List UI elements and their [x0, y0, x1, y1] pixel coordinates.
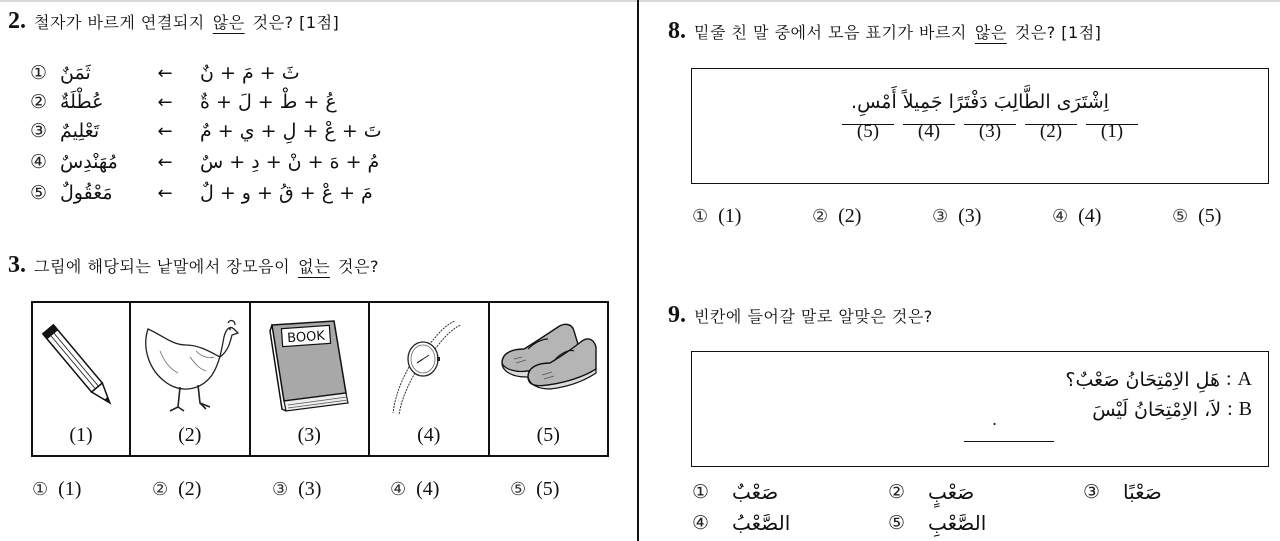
- question-emphasis: 않은: [974, 23, 1007, 42]
- picture-cell-4: [370, 303, 490, 455]
- arabic-word: مَعْقُولٌ: [60, 182, 113, 204]
- option-value: (5): [1198, 205, 1222, 227]
- option-number: ②: [152, 479, 169, 500]
- picture-label: (4): [417, 424, 441, 446]
- question-text-end: 것은? [1점]: [252, 13, 340, 32]
- dialogue-text: هَلِ الاِمْتِحَانُ صَعْبٌ؟: [1065, 368, 1220, 391]
- option-number: ③: [30, 120, 48, 142]
- question-number: 8.: [668, 18, 686, 44]
- choice-1[interactable]: [32, 478, 152, 501]
- arabic-word: تَعْلِيمٌ: [60, 120, 100, 142]
- dialogue-separator: :: [1227, 398, 1233, 420]
- underline-mark-2: (2): [1025, 121, 1077, 143]
- choice-5[interactable]: [888, 511, 986, 535]
- option-number: ②: [888, 481, 906, 503]
- chicken-icon: [140, 317, 240, 417]
- option-value: (4): [416, 478, 440, 500]
- question-number: 9.: [668, 302, 686, 328]
- choice-3[interactable]: [272, 478, 390, 501]
- option-number: ③: [272, 479, 289, 500]
- underline-mark-5: (5): [842, 121, 894, 143]
- answer-option-4[interactable]: [30, 149, 379, 175]
- option-value: الصَّعْبِ: [928, 511, 987, 535]
- option-number: ⑤: [510, 479, 527, 500]
- page-top-border: [0, 0, 1280, 2]
- choice-4[interactable]: [692, 511, 790, 535]
- speaker-label: B: [1238, 398, 1252, 420]
- option-number: ④: [692, 512, 710, 534]
- option-number: ②: [812, 206, 829, 227]
- picture-label: (2): [178, 424, 202, 446]
- choice-4[interactable]: [390, 478, 510, 501]
- answer-option-3[interactable]: [30, 118, 382, 144]
- option-number: ⑤: [1172, 206, 1189, 227]
- arabic-sentence: اِشْتَرَى الطَّالِبَ دَفْتَرًا جَمِيلاً أَمْسِ.: [851, 91, 1109, 113]
- choice-3[interactable]: [932, 205, 1052, 228]
- question-3-choices: [32, 478, 559, 501]
- option-number: ③: [932, 206, 949, 227]
- picture-label: (5): [536, 424, 560, 446]
- choice-4[interactable]: [1052, 205, 1172, 228]
- sentence-period: .: [992, 410, 998, 429]
- option-number: ②: [30, 91, 48, 113]
- picture-cell-3: [251, 303, 371, 455]
- question-number: 2.: [8, 8, 26, 34]
- dialogue-separator: :: [1225, 368, 1232, 390]
- question-emphasis: 않은: [212, 13, 245, 32]
- arrow-left-icon: ←: [157, 151, 173, 173]
- arabic-word: عُطْلَةٌ: [60, 91, 104, 113]
- book-cover-text: BOOK: [287, 328, 326, 347]
- option-value: (1): [58, 478, 82, 500]
- option-number: ①: [692, 481, 710, 503]
- speaker-label: A: [1237, 368, 1252, 390]
- choice-5[interactable]: [1172, 205, 1221, 228]
- book-icon: [264, 317, 354, 417]
- pencil-icon: [41, 317, 121, 417]
- arabic-word: ثَمَنٌ: [60, 62, 91, 84]
- option-value: صَعْبٌ: [732, 480, 779, 504]
- letter-parts: عُ + طْ + لَ + ةٌ: [200, 91, 337, 113]
- question-number: 3.: [8, 252, 26, 278]
- option-number: ⑤: [30, 182, 48, 204]
- option-value: الصَّعْبُ: [732, 511, 791, 535]
- question-text-end: 것은? [1점]: [1014, 23, 1102, 42]
- choice-2[interactable]: [812, 205, 932, 228]
- picture-label: (3): [297, 424, 321, 446]
- option-number: ③: [1083, 481, 1101, 503]
- question-text: 그림에 해당되는 낱말에서 장모음이: [34, 257, 291, 276]
- option-value: (4): [1078, 205, 1102, 227]
- option-value: (3): [958, 205, 982, 227]
- arrow-left-icon: ←: [157, 62, 173, 84]
- arrow-left-icon: ←: [157, 182, 173, 204]
- question-3-title: [8, 252, 379, 279]
- arrow-left-icon: ←: [157, 120, 173, 142]
- option-value: (5): [536, 478, 560, 500]
- arrow-left-icon: ←: [157, 91, 173, 113]
- choice-1[interactable]: [692, 480, 778, 504]
- answer-option-5[interactable]: [30, 180, 373, 206]
- question-8-choices: [692, 205, 1221, 228]
- picture-cell-1: [33, 303, 131, 455]
- letter-parts: مُ + هَ + نْ + دِ + سٌ: [200, 151, 380, 173]
- question-9-dialogue-box: [691, 351, 1269, 467]
- option-number: ①: [692, 206, 709, 227]
- question-8-title: [668, 18, 1101, 45]
- question-text: 밑줄 친 말 중에서 모음 표기가 바르지: [694, 23, 967, 42]
- question-8-passage-box: [691, 68, 1269, 184]
- column-divider: [637, 0, 639, 541]
- option-value: صَعْبًا: [1123, 480, 1162, 504]
- picture-label: (1): [69, 424, 93, 446]
- question-2-title: [8, 8, 339, 35]
- option-value: (2): [178, 478, 202, 500]
- question-text-end: 것은?: [338, 257, 379, 276]
- arabic-word: مُهَنْدِسٌ: [60, 151, 118, 173]
- underline-marks: [842, 121, 1138, 143]
- picture-table: [31, 301, 609, 457]
- option-value: صَعْبٍ: [928, 480, 975, 504]
- picture-cell-2: [131, 303, 251, 455]
- option-value: (2): [838, 205, 862, 227]
- question-text: 빈칸에 들어갈 말로 알맞은 것은?: [694, 307, 933, 326]
- wristwatch-icon: [389, 317, 469, 417]
- question-emphasis: 없는: [298, 257, 331, 276]
- option-number: ④: [30, 151, 48, 173]
- answer-option-2[interactable]: [30, 89, 337, 115]
- answer-option-1[interactable]: [30, 60, 300, 86]
- dialogue-text: لاَ، الاِمْتِحَانُ لَيْسَ: [1092, 398, 1222, 421]
- underline-mark-3: (3): [964, 121, 1016, 143]
- dialogue-line-b: [1092, 398, 1252, 421]
- option-number: ①: [30, 62, 48, 84]
- option-value: (3): [298, 478, 322, 500]
- letter-parts: ثَ + مَ + نٌ: [200, 62, 300, 84]
- picture-cell-5: [490, 303, 608, 455]
- letter-parts: تَ + عْ + لِ + ي + مٌ: [200, 120, 382, 142]
- answer-blank: [964, 441, 1054, 442]
- dialogue-line-a: [1065, 368, 1252, 391]
- underline-mark-4: (4): [903, 121, 955, 143]
- option-number: ④: [1052, 206, 1069, 227]
- choice-1[interactable]: [692, 205, 812, 228]
- choice-3[interactable]: [1083, 480, 1162, 504]
- option-number: ④: [390, 479, 407, 500]
- question-text: 철자가 바르게 연결되지: [34, 13, 205, 32]
- choice-2[interactable]: [152, 478, 272, 501]
- shoes-icon: [498, 317, 598, 407]
- underline-mark-1: (1): [1086, 121, 1138, 143]
- choice-5[interactable]: [510, 478, 559, 501]
- option-number: ⑤: [888, 512, 906, 534]
- letter-parts: مَ + عْ + قُ + و + لٌ: [200, 182, 373, 204]
- choice-2[interactable]: [888, 480, 974, 504]
- option-number: ①: [32, 479, 49, 500]
- question-9-title: [668, 302, 933, 329]
- option-value: (1): [718, 205, 742, 227]
